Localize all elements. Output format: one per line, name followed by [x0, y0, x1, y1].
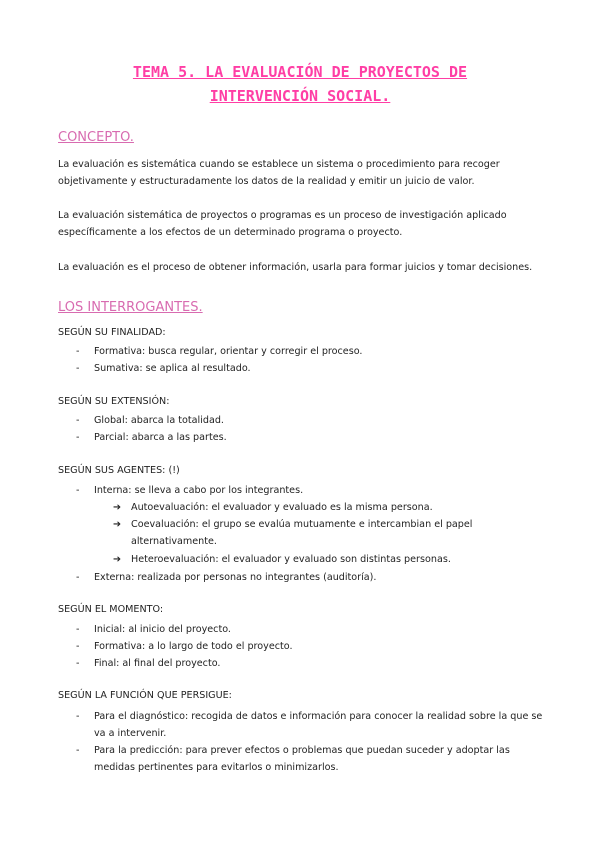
dash-bullet: -	[76, 658, 80, 669]
list-item	[76, 343, 544, 360]
heading-concepto: CONCEPTO.	[58, 130, 134, 145]
heading-interrogantes: LOS INTERROGANTES.	[58, 300, 203, 315]
list-item-text: Externa: realizada por personas no integrantes (auditoría).	[94, 572, 377, 583]
list-item-text: Para el diagnóstico: recogida de datos e información para conocer la realidad sobre la que se va a intervenir.	[94, 711, 543, 739]
page-title: TEMA 5. LA EVALUACIÓN DE PROYECTOS DE INTERVENCIÓN SOCIAL.	[132, 63, 468, 105]
list-item	[76, 742, 544, 776]
dash-bullet: -	[76, 415, 80, 426]
list-item	[76, 412, 544, 429]
list-item	[76, 569, 544, 586]
dash-bullet: -	[76, 572, 80, 583]
subheading-extension: SEGÚN SU EXTENSIÓN:	[58, 396, 170, 407]
dash-bullet: -	[76, 432, 80, 443]
sub-list-item	[113, 499, 491, 516]
paragraph-2: La evaluación sistemática de proyectos o programas es un proceso de investigación aplicado específicamente a los efectos de un determinado programa o proyecto.	[58, 210, 507, 238]
list-item-text: Para la predicción: para prever efectos o problemas que puedan suceder y adoptar las medidas pertinentes para evitarlos o minimizarlos.	[94, 745, 510, 773]
dash-bullet: -	[76, 346, 80, 357]
list-item	[76, 429, 544, 446]
paragraph-3: La evaluación es el proceso de obtener información, usarla para formar juicios y tomar decisiones.	[58, 262, 533, 273]
dash-bullet: -	[76, 363, 80, 374]
list-item-text: Final: al final del proyecto.	[94, 658, 221, 669]
sub-list-item-text: Heteroevaluación: el evaluador y evaluado son distintas personas.	[131, 554, 451, 565]
arrow-bullet-icon: ➔	[113, 554, 122, 565]
list-item	[76, 655, 544, 672]
list-item	[76, 621, 544, 638]
list-item	[76, 482, 544, 499]
dash-bullet: -	[76, 745, 80, 756]
list-item-text: Formativa: busca regular, orientar y corregir el proceso.	[94, 346, 363, 357]
dash-bullet: -	[76, 711, 80, 722]
list-item-text: Interna: se lleva a cabo por los integrantes.	[94, 485, 304, 496]
sub-list-item	[113, 551, 491, 568]
subheading-funcion: SEGÚN LA FUNCIÓN QUE PERSIGUE:	[58, 690, 232, 701]
list-item	[76, 708, 544, 742]
arrow-bullet-icon: ➔	[113, 502, 122, 513]
arrow-bullet-icon: ➔	[113, 519, 122, 530]
list-item-text: Formativa: a lo largo de todo el proyecto.	[94, 641, 293, 652]
list-item-text: Global: abarca la totalidad.	[94, 415, 224, 426]
subheading-momento: SEGÚN EL MOMENTO:	[58, 604, 164, 615]
subheading-agentes: SEGÚN SUS AGENTES: (!)	[58, 465, 180, 476]
list-item-text: Inicial: al inicio del proyecto.	[94, 624, 231, 635]
list-item	[76, 638, 544, 655]
list-item-text: Sumativa: se aplica al resultado.	[94, 363, 251, 374]
dash-bullet: -	[76, 624, 80, 635]
list-item	[76, 360, 544, 377]
sub-list-item-text: Coevaluación: el grupo se evalúa mutuamente e intercambian el papel alternativamente.	[131, 519, 473, 547]
paragraph-1: La evaluación es sistemática cuando se establece un sistema o procedimiento para recoger objetivamente y estructuradamente los datos de la realidad y emitir un juicio de valor.	[58, 159, 500, 187]
sub-list-item	[113, 516, 486, 550]
dash-bullet: -	[76, 485, 80, 496]
dash-bullet: -	[76, 641, 80, 652]
sub-list-item-text: Autoevaluación: el evaluador y evaluado es la misma persona.	[131, 502, 433, 513]
list-item-text: Parcial: abarca a las partes.	[94, 432, 227, 443]
subheading-finalidad: SEGÚN SU FINALIDAD:	[58, 327, 166, 338]
